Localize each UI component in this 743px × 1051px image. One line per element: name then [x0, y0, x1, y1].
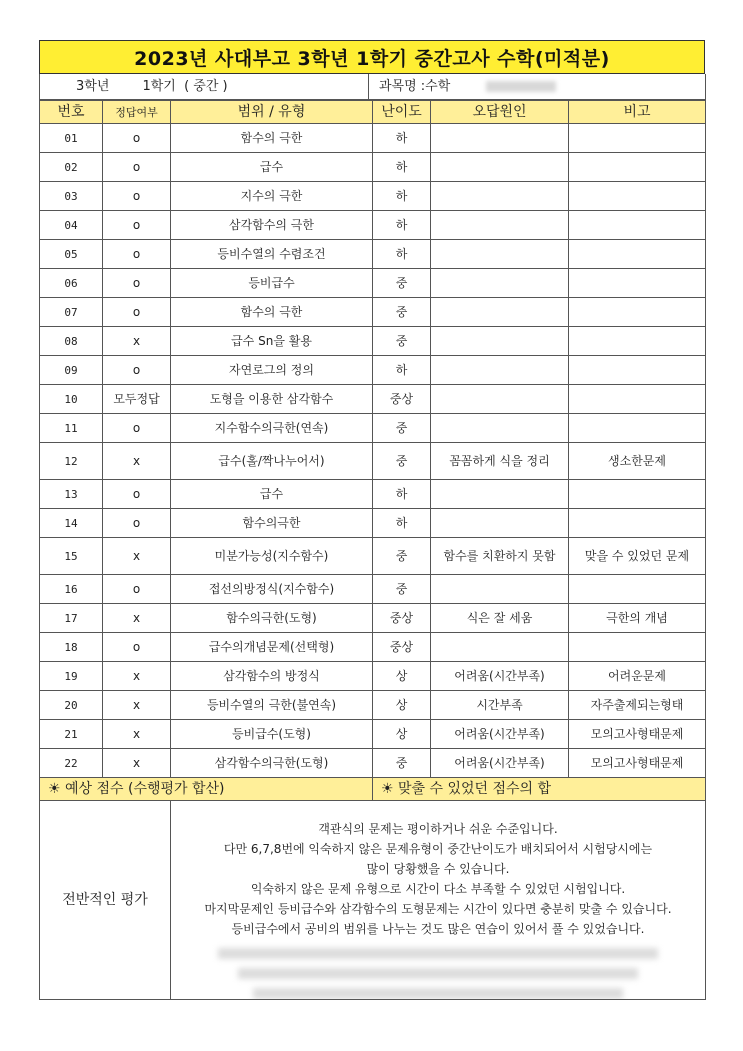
subject-cell [369, 74, 706, 100]
question-number: 21 [40, 720, 103, 749]
evaluation-line: 객관식의 문제는 평이하거나 쉬운 수준입니다. [318, 822, 558, 836]
blurred-name [486, 81, 556, 92]
difficulty: 하 [373, 356, 431, 385]
exam-sheet [39, 40, 705, 1000]
wrong-cause [431, 385, 569, 414]
question-range: 급수의개념문제(선택형) [171, 633, 373, 662]
wrong-cause: 어려움(시간부족) [431, 749, 569, 778]
question-range: 함수의 극한 [171, 124, 373, 153]
question-range: 함수의 극한 [171, 298, 373, 327]
difficulty: 중상 [373, 604, 431, 633]
table-row [40, 662, 706, 691]
table-row [40, 575, 706, 604]
note: 생소한문제 [569, 443, 706, 480]
wrong-cause [431, 575, 569, 604]
question-number: 11 [40, 414, 103, 443]
wrong-cause [431, 269, 569, 298]
correct-mark: o [103, 269, 171, 298]
wrong-cause: 식은 잘 세움 [431, 604, 569, 633]
question-range: 삼각함수의 방정식 [171, 662, 373, 691]
question-number: 16 [40, 575, 103, 604]
wrong-cause: 함수를 치환하지 못함 [431, 538, 569, 575]
note [569, 633, 706, 662]
question-range: 급수 Sn을 활용 [171, 327, 373, 356]
correct-mark: o [103, 509, 171, 538]
note [569, 509, 706, 538]
blurred-line [218, 948, 658, 959]
correct-mark: o [103, 211, 171, 240]
difficulty: 상 [373, 662, 431, 691]
wrong-cause [431, 298, 569, 327]
note [569, 480, 706, 509]
question-range: 자연로그의 정의 [171, 356, 373, 385]
note [569, 240, 706, 269]
question-number: 14 [40, 509, 103, 538]
difficulty: 상 [373, 691, 431, 720]
difficulty: 하 [373, 182, 431, 211]
results-table [39, 100, 706, 1000]
difficulty: 중상 [373, 633, 431, 662]
question-number: 08 [40, 327, 103, 356]
wrong-cause [431, 480, 569, 509]
difficulty: 하 [373, 124, 431, 153]
header-difficulty: 난이도 [373, 101, 431, 124]
note: 모의고사형태문제 [569, 749, 706, 778]
table-row [40, 443, 706, 480]
evaluation-line: 다만 6,7,8번에 익숙하지 않은 문제유형이 중간난이도가 배치되어서 시험당시에는 [223, 842, 653, 856]
difficulty: 하 [373, 240, 431, 269]
question-number: 10 [40, 385, 103, 414]
question-number: 06 [40, 269, 103, 298]
question-number: 18 [40, 633, 103, 662]
wrong-cause [431, 327, 569, 356]
question-range: 함수의극한 [171, 509, 373, 538]
table-row [40, 509, 706, 538]
question-number: 05 [40, 240, 103, 269]
wrong-cause [431, 153, 569, 182]
note: 모의고사형태문제 [569, 720, 706, 749]
wrong-cause: 꼼꼼하게 식을 정리 [431, 443, 569, 480]
correct-mark: o [103, 298, 171, 327]
question-number: 01 [40, 124, 103, 153]
note [569, 385, 706, 414]
question-rows [40, 124, 706, 778]
question-range: 등비급수 [171, 269, 373, 298]
correct-mark: o [103, 414, 171, 443]
wrong-cause [431, 414, 569, 443]
table-row [40, 538, 706, 575]
wrong-cause: 시간부족 [431, 691, 569, 720]
note [569, 269, 706, 298]
possible-score-label: ☀ 맞출 수 있었던 점수의 합 [373, 778, 706, 801]
table-row [40, 414, 706, 443]
question-range: 삼각함수의 극한 [171, 211, 373, 240]
difficulty: 하 [373, 509, 431, 538]
table-row [40, 385, 706, 414]
wrong-cause [431, 211, 569, 240]
correct-mark: 모두정답 [103, 385, 171, 414]
table-row [40, 749, 706, 778]
note [569, 124, 706, 153]
table-row [40, 211, 706, 240]
question-number: 04 [40, 211, 103, 240]
blurred-line [238, 968, 638, 979]
question-number: 19 [40, 662, 103, 691]
info-row [40, 74, 706, 100]
note [569, 327, 706, 356]
correct-mark: x [103, 691, 171, 720]
wrong-cause [431, 240, 569, 269]
question-range: 삼각함수의극한(도형) [171, 749, 373, 778]
question-range: 등비급수(도형) [171, 720, 373, 749]
difficulty: 중 [373, 414, 431, 443]
note: 어려운문제 [569, 662, 706, 691]
table-row [40, 327, 706, 356]
question-range: 접선의방정식(지수함수) [171, 575, 373, 604]
table-row [40, 269, 706, 298]
difficulty: 중 [373, 327, 431, 356]
table-row [40, 356, 706, 385]
table-row [40, 604, 706, 633]
evaluation-row [40, 801, 706, 1000]
difficulty: 중상 [373, 385, 431, 414]
question-number: 09 [40, 356, 103, 385]
question-range: 함수의극한(도형) [171, 604, 373, 633]
note: 극한의 개념 [569, 604, 706, 633]
question-number: 15 [40, 538, 103, 575]
summary-row [40, 778, 706, 801]
header-note: 비고 [569, 101, 706, 124]
evaluation-text [171, 801, 706, 1000]
table-row [40, 720, 706, 749]
difficulty: 중 [373, 538, 431, 575]
correct-mark: x [103, 749, 171, 778]
question-range: 등비수열의 수렴조건 [171, 240, 373, 269]
table-row [40, 182, 706, 211]
question-number: 02 [40, 153, 103, 182]
wrong-cause [431, 182, 569, 211]
header-row [40, 101, 706, 124]
table-row [40, 691, 706, 720]
header-no: 번호 [40, 101, 103, 124]
question-number: 12 [40, 443, 103, 480]
header-range: 범위 / 유형 [171, 101, 373, 124]
difficulty: 하 [373, 153, 431, 182]
note [569, 153, 706, 182]
question-range: 도형을 이용한 삼각함수 [171, 385, 373, 414]
blurred-line [253, 988, 623, 999]
question-range: 급수 [171, 153, 373, 182]
question-range: 급수(홀/짝나누어서) [171, 443, 373, 480]
note [569, 575, 706, 604]
correct-mark: x [103, 443, 171, 480]
info-table [39, 74, 706, 100]
grade-semester: 3학년 1학기 ( 중간 ) [40, 74, 369, 100]
question-range: 지수의 극한 [171, 182, 373, 211]
note [569, 211, 706, 240]
correct-mark: o [103, 153, 171, 182]
note [569, 356, 706, 385]
table-row [40, 298, 706, 327]
difficulty: 하 [373, 211, 431, 240]
question-range: 미분가능성(지수함수) [171, 538, 373, 575]
difficulty: 중 [373, 749, 431, 778]
question-range: 지수함수의극한(연속) [171, 414, 373, 443]
wrong-cause [431, 509, 569, 538]
note [569, 298, 706, 327]
difficulty: 중 [373, 575, 431, 604]
wrong-cause: 어려움(시간부족) [431, 720, 569, 749]
correct-mark: o [103, 575, 171, 604]
table-row [40, 480, 706, 509]
header-correct: 정답여부 [103, 101, 171, 124]
subject-label: 과목명 :수학 [379, 79, 451, 94]
correct-mark: x [103, 662, 171, 691]
table-row [40, 633, 706, 662]
evaluation-lines [171, 801, 705, 939]
table-row [40, 153, 706, 182]
evaluation-line: 등비급수에서 공비의 범위를 나누는 것도 많은 연습이 있어서 풀 수 있었습니다. [231, 922, 645, 936]
correct-mark: o [103, 124, 171, 153]
question-number: 07 [40, 298, 103, 327]
correct-mark: o [103, 633, 171, 662]
difficulty: 상 [373, 720, 431, 749]
question-number: 17 [40, 604, 103, 633]
wrong-cause [431, 124, 569, 153]
difficulty: 중 [373, 298, 431, 327]
difficulty: 중 [373, 269, 431, 298]
table-row [40, 240, 706, 269]
question-number: 03 [40, 182, 103, 211]
wrong-cause [431, 633, 569, 662]
difficulty: 중 [373, 443, 431, 480]
wrong-cause [431, 356, 569, 385]
correct-mark: x [103, 327, 171, 356]
expected-score-label: ☀ 예상 점수 (수행평가 합산) [40, 778, 373, 801]
question-range: 급수 [171, 480, 373, 509]
question-range: 등비수열의 극한(불연속) [171, 691, 373, 720]
correct-mark: o [103, 240, 171, 269]
evaluation-label: 전반적인 평가 [40, 801, 171, 1000]
evaluation-line: 익숙하지 않은 문제 유형으로 시간이 다소 부족할 수 있었던 시험입니다. [250, 882, 626, 896]
note [569, 182, 706, 211]
correct-mark: o [103, 480, 171, 509]
correct-mark: o [103, 356, 171, 385]
evaluation-line: 많이 당황했을 수 있습니다. [366, 862, 510, 876]
header-cause: 오답원인 [431, 101, 569, 124]
page-title: 2023년 사대부고 3학년 1학기 중간고사 수학(미적분) [39, 40, 705, 74]
correct-mark: o [103, 182, 171, 211]
question-number: 13 [40, 480, 103, 509]
difficulty: 하 [373, 480, 431, 509]
question-number: 22 [40, 749, 103, 778]
table-row [40, 124, 706, 153]
wrong-cause: 어려움(시간부족) [431, 662, 569, 691]
correct-mark: x [103, 538, 171, 575]
evaluation-line: 마지막문제인 등비급수와 삼각함수의 도형문제는 시간이 있다면 충분히 맞출 수 있습니다. [204, 902, 672, 916]
note: 자주출제되는형태 [569, 691, 706, 720]
note: 맞을 수 있었던 문제 [569, 538, 706, 575]
correct-mark: x [103, 720, 171, 749]
correct-mark: x [103, 604, 171, 633]
question-number: 20 [40, 691, 103, 720]
note [569, 414, 706, 443]
